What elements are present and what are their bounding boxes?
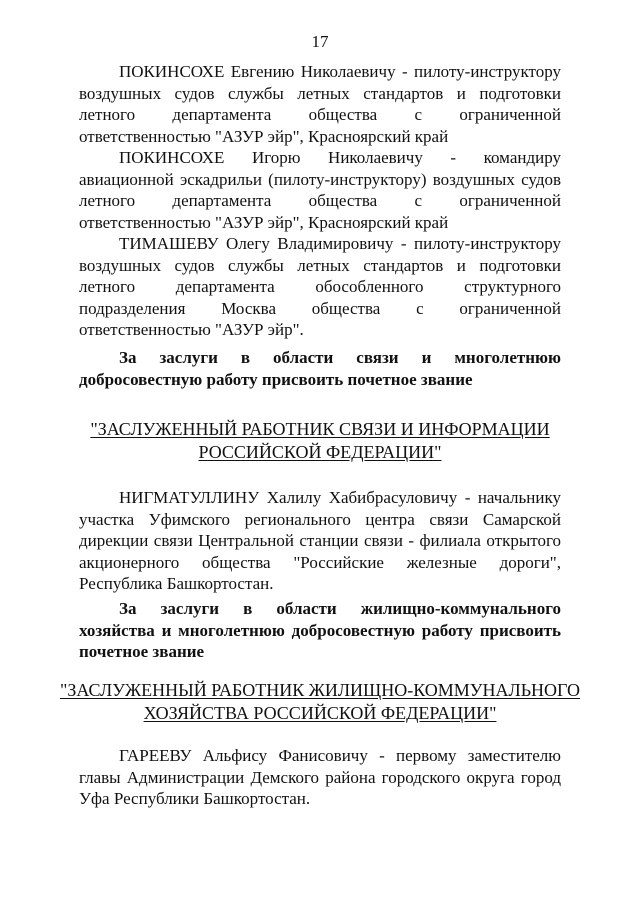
honorary-title-line-1: "ЗАСЛУЖЕННЫЙ РАБОТНИК ЖИЛИЩНО-КОММУНАЛЬНОГО	[60, 680, 581, 700]
honorary-title-line-1: "ЗАСЛУЖЕННЫЙ РАБОТНИК СВЯЗИ И ИНФОРМАЦИИ	[90, 419, 550, 439]
honorary-title-communications	[60, 418, 580, 464]
page-number: 17	[311, 32, 329, 51]
award-entry-nigmatullin: НИГМАТУЛЛИНУ Халилу Хабибрасуловичу - начальнику участка Уфимского регионального центра связи Самарской дирекции связи Центральной станции связи - филиала открытого акционерного общества "Российские железные дороги", Республика Башкортостан.	[79, 488, 561, 593]
honorary-title-line-2: РОССИЙСКОЙ ФЕДЕРАЦИИ"	[198, 442, 442, 462]
award-entry-timashev: ТИМАШЕВУ Олегу Владимировичу - пилоту-инструктору воздушных судов службы летных стандартов и подготовки летного департамента обособленного структурного подразделения Москва общества с ограниченной ответственностью "АЗУР эйр".	[79, 234, 561, 339]
section-heading-communications: За заслуги в области связи и многолетнюю добросовестную работу присвоить почетное звание	[79, 348, 561, 389]
honorary-title-housing	[60, 679, 580, 725]
award-entry-pokinsokhe-igor: ПОКИНСОХЕ Игорю Николаевичу - командиру авиационной эскадрильи (пилоту-инструктору) воздушных судов летного департамента общества с ограниченной ответственностью "АЗУР эйр", Красноярский край	[79, 148, 561, 232]
award-entry-gareev: ГАРЕЕВУ Альфису Фанисовичу - первому заместителю главы Администрации Демского района городского округа город Уфа Республики Башкортостан.	[79, 746, 561, 808]
section-heading-housing: За заслуги в области жилищно-коммунального хозяйства и многолетнюю добросовестную работу присвоить почетное звание	[79, 599, 561, 661]
honorary-title-line-2: ХОЗЯЙСТВА РОССИЙСКОЙ ФЕДЕРАЦИИ"	[143, 703, 497, 723]
award-entry-pokinsokhe-evgeny: ПОКИНСОХЕ Евгению Николаевичу - пилоту-инструктору воздушных судов службы летных стандартов и подготовки летного департамента общества с ограниченной ответственностью "АЗУР эйр", Красноярский край	[79, 62, 561, 146]
